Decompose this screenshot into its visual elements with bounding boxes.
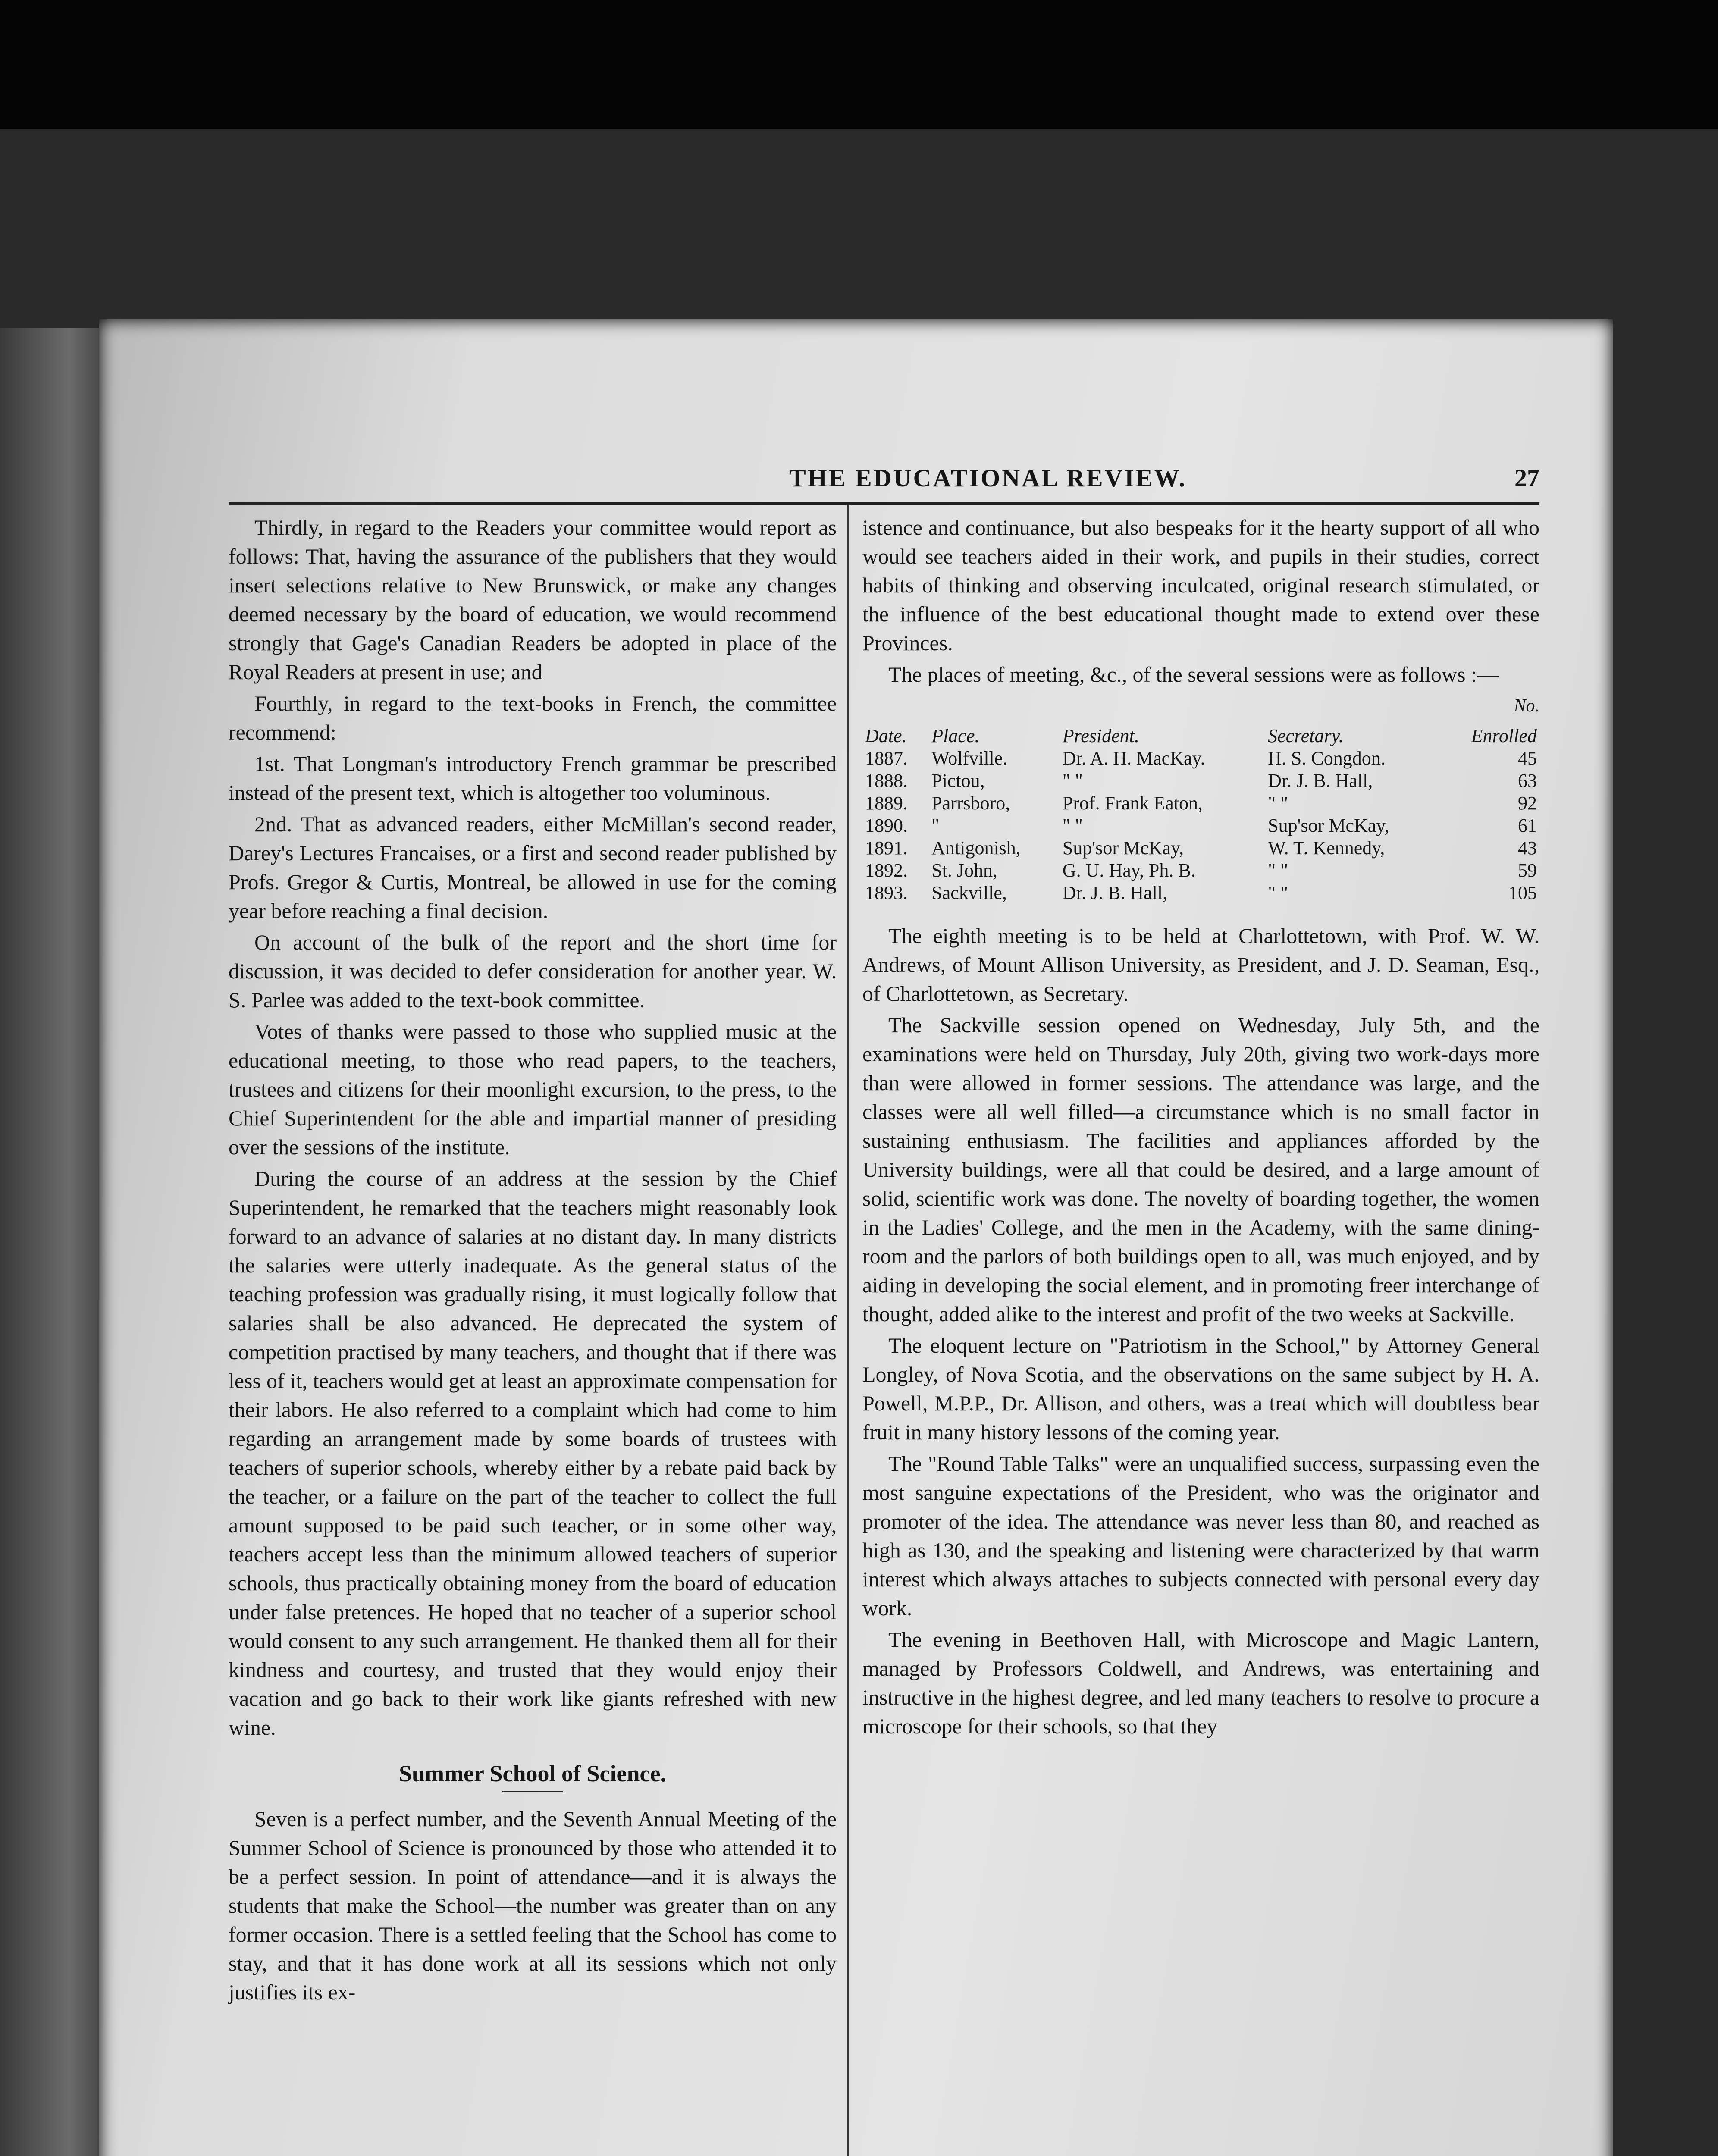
- table-row: [862, 882, 1539, 904]
- table-cell: Sup'sor McKay,: [1268, 815, 1389, 836]
- table-cell: 1887.: [865, 748, 908, 769]
- paragraph: The "Round Table Talks" were an unqualified success, surpassing even the most sanguine expectations of the President, who was the originator and promoter of the idea. The attendance was never less than 80, and reached as high as 130, and the speaking and listening were characterized by that warm interest which always attaches to subjects connected with personal every day work.: [862, 1451, 1539, 1620]
- table-cell: 1892.: [865, 860, 908, 881]
- table-cell: 61: [1518, 815, 1537, 836]
- table-cell: 43: [1518, 837, 1537, 859]
- table-row: [862, 837, 1539, 859]
- table-row: [862, 770, 1539, 792]
- table-cell: Dr. J. B. Hall,: [1062, 882, 1168, 903]
- paragraph: The evening in Beethoven Hall, with Microscope and Magic Lantern, managed by Professors Coldwell, and Andrews, was entertaining and instructive in the highest degree, and led many teachers to resolve to procure a microscope for their schools, so that they: [862, 1627, 1539, 1738]
- left-column: [229, 513, 837, 2009]
- table-cell: 45: [1518, 748, 1537, 769]
- paragraph: 2nd. That as advanced readers, either McMillan's second reader, Darey's Lectures Francaises, or a first and second reader published by Profs. Gregor & Curtis, Montreal, be allowed in use for the coming year before reaching a final decision.: [229, 812, 837, 923]
- heading-rule: [502, 1791, 563, 1792]
- table-cell: " ": [1268, 793, 1288, 814]
- table-cell: Pictou,: [931, 770, 985, 791]
- column-divider: [847, 505, 849, 2156]
- paragraph: The eloquent lecture on "Patriotism in the School," by Attorney General Longley, of Nova Scotia, and the observations on the same subject by H. A. Powell, M.P.P., Dr. Allison, and others, was a treat which will doubtless bear fruit in many history lessons of the coming year.: [862, 1333, 1539, 1444]
- table-cell: 59: [1518, 860, 1537, 881]
- table-cell: " ": [1268, 860, 1288, 881]
- facing-page-edge: [0, 328, 99, 2156]
- table-cell: " ": [1062, 770, 1083, 791]
- paragraph: During the course of an address at the session by the Chief Superintendent, he remarked that the teachers might reasonably look forward to an advance of salaries at no distant day. In many districts the salaries were utterly inadequate. As the general status of the teaching profession was gradually rising, it must logically follow that salaries shall be also advanced. He deprecated the system of competition practised by many teachers, and thought that if there was less of it, teachers would get at least an approximate compensation for their labors. He also referred to a complaint which had come to him regarding an arrangement made by some boards of trustees with teachers of superior schools, whereby either by a rebate paid back by the teacher, or a failure on the part of the teacher to collect the full amount supposed to be paid such teacher, or in some other way, teachers accept less than the minimum allowed teachers of superior schools, thus practically obtaining money from the board of education under false pretences. He hoped that no teacher of a superior school would consent to any such arrangement. He thanked them all for their kindness and courtesy, and trusted that they would enjoy their vacation and go back to their work like giants refreshed with new wine.: [229, 1166, 837, 1739]
- table-cell: Wolfville.: [931, 748, 1008, 769]
- table-header: Enrolled: [1471, 725, 1537, 746]
- table-cell: 63: [1518, 770, 1537, 791]
- scan-top-border: [0, 0, 1718, 129]
- table-no-label: No.: [1514, 696, 1539, 716]
- table-intro: The places of meeting, &c., of the several sessions were as follows :—: [888, 662, 1499, 686]
- paragraph: Fourthly, in regard to the text-books in French, the committee recommend:: [229, 691, 837, 744]
- sessions-table: [862, 725, 1539, 904]
- right-column: [862, 513, 1539, 1743]
- table-cell: Dr. A. H. MacKay.: [1062, 748, 1205, 769]
- table-cell: Dr. J. B. Hall,: [1268, 770, 1373, 791]
- page-number: 27: [1514, 464, 1539, 492]
- paragraph: Votes of thanks were passed to those who supplied music at the educational meeting, to those who read papers, to the teachers, trustees and citizens for their moonlight excursion, to the press, to the Chief Superintendent for the able and impartial manner of presiding over the sessions of the institute.: [229, 1019, 837, 1159]
- table-cell: 1893.: [865, 882, 908, 903]
- paragraph: Seven is a perfect number, and the Seventh Annual Meeting of the Summer School of Science is pronounced by those who attended it to be a perfect session. In point of attendance—and it is always the students that make the School—the number was greater than on any former occasion. There is a settled feeling that the School has come to stay, and that it has done work at all its sessions which not only justifies its ex-: [229, 1807, 837, 2004]
- table-cell: 1888.: [865, 770, 908, 791]
- table-row: [862, 859, 1539, 882]
- table-cell: " ": [1062, 815, 1083, 836]
- page-header: [229, 464, 1539, 502]
- table-header: Place.: [931, 725, 980, 746]
- table-cell: Parrsboro,: [931, 793, 1010, 814]
- journal-title: THE EDUCATIONAL REVIEW.: [789, 464, 1187, 492]
- table-row: [862, 747, 1539, 770]
- table-cell: 1890.: [865, 815, 908, 836]
- paragraph: The eighth meeting is to be held at Charlottetown, with Prof. W. W. Andrews, of Mount Allison University, as President, and J. D. Seaman, Esq., of Charlottetown, as Secretary.: [862, 924, 1539, 1006]
- table-header: Secretary.: [1268, 725, 1344, 746]
- table-header-row: [862, 725, 1539, 747]
- table-cell: G. U. Hay, Ph. B.: [1062, 860, 1196, 881]
- paragraph: Thirdly, in regard to the Readers your committee would report as follows: That, having the assurance of the publishers that they would insert selections relative to New Brunswick, or make any changes deemed necessary by the board of education, we would recommend strongly that Gage's Canadian Readers be adopted in place of the Royal Readers at present in use; and: [229, 515, 837, 684]
- paragraph: The Sackville session opened on Wednesday, July 5th, and the examinations were held on Thursday, July 20th, giving two work-days more than were allowed in former sessions. The attendance was large, and the classes were all well filled—a circumstance which is no small factor in sustaining enthusiasm. The facilities and appliances afforded by the University buildings, were all that could be desired, and a large amount of solid, scientific work was done. The novelty of boarding together, the women in the Ladies' College, and the men in the Academy, with the same dining-room and the parlors of both buildings open to all, was much enjoyed, and by aiding in developing the social element, and in promoting freer interchange of thought, added alike to the interest and profit of the two weeks at Sackville.: [862, 1013, 1539, 1326]
- section-heading: Summer School of Science.: [399, 1761, 666, 1786]
- paragraph: On account of the bulk of the report and the short time for discussion, it was decided to defer consideration for another year. W. S. Parlee was added to the text-book committee.: [229, 930, 837, 1012]
- table-cell: Sup'sor McKay,: [1062, 837, 1184, 859]
- paragraph: istence and continuance, but also bespeaks for it the hearty support of all who would see teachers aided in their work, and pupils in their studies, correct habits of thinking and observing inculcated, original research stimulated, or the influence of the best educational thought made to extend over these Provinces.: [862, 515, 1539, 655]
- table-cell: 1889.: [865, 793, 908, 814]
- table-row: [862, 815, 1539, 837]
- table-cell: " ": [1268, 882, 1288, 903]
- table-cell: Antigonish,: [931, 837, 1021, 859]
- table-cell: W. T. Kennedy,: [1268, 837, 1385, 859]
- table-cell: St. John,: [931, 860, 998, 881]
- table-cell: 105: [1508, 882, 1537, 903]
- table-header: President.: [1062, 725, 1139, 746]
- table-cell: Sackville,: [931, 882, 1007, 903]
- table-cell: 92: [1518, 793, 1537, 814]
- document-page: [99, 319, 1613, 2156]
- table-header: Date.: [865, 725, 907, 746]
- table-cell: H. S. Congdon.: [1268, 748, 1386, 769]
- table-row: [862, 792, 1539, 815]
- paragraph: 1st. That Longman's introductory French grammar be prescribed instead of the present text, which is altogether too voluminous.: [229, 752, 837, 805]
- table-cell: ": [931, 815, 940, 836]
- table-cell: 1891.: [865, 837, 908, 859]
- table-cell: Prof. Frank Eaton,: [1062, 793, 1203, 814]
- header-rule: [229, 502, 1539, 505]
